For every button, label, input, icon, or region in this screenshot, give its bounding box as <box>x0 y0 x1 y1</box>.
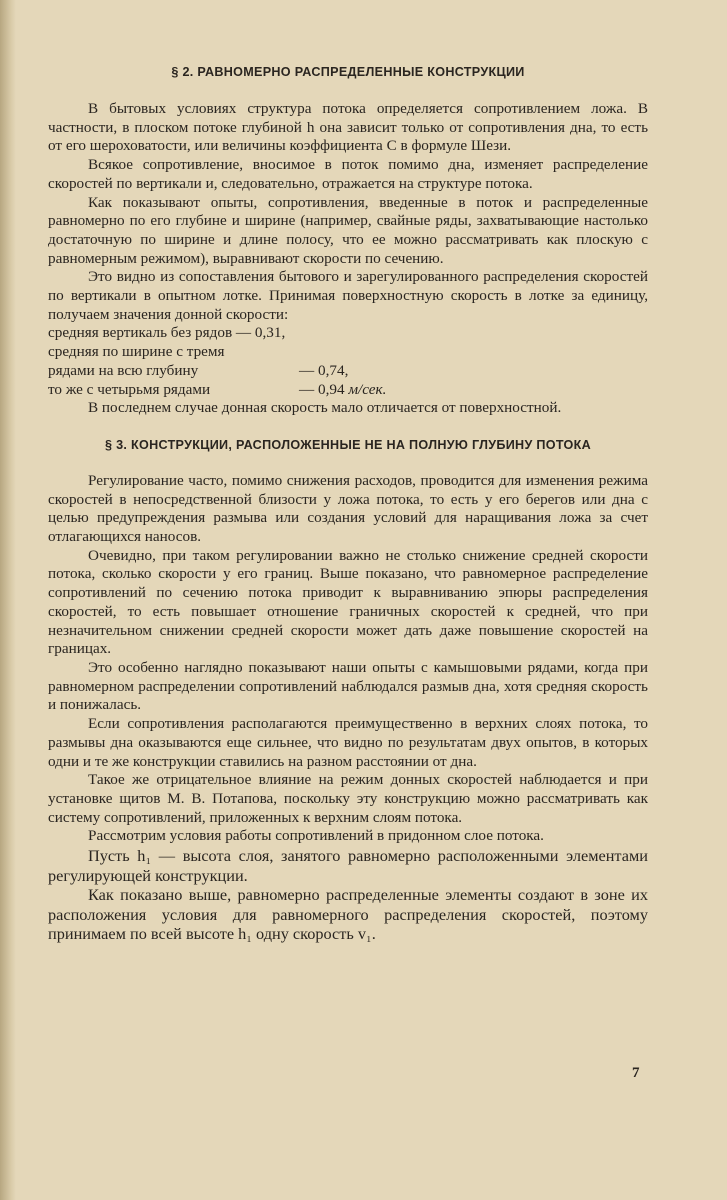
velocity-list <box>48 324 648 399</box>
paragraph: Как показано выше, равномерно распределенные элементы создают в зоне их расположения условия для равномерного распределения скоростей, поэтому принимаем по всей высоте h₁ одну скорость v₁. <box>48 885 648 944</box>
list-line: средняя вертикаль без рядов — 0,31, <box>48 324 286 342</box>
paragraph: Очевидно, при таком регулировании важно не столько снижение средней скорости потока, сколько скорости у его границ. Выше показано, что равномерное распределение сопротивлений по сечению потока приводит к выравниванию эпюры распределения скоростей, то есть повышает отношение граничных скоростей к средней, что при незначительном снижении средней скорости может дать даже повышение скоростей на границах. <box>48 546 648 658</box>
list-label: то же с четырьмя рядами <box>48 380 211 398</box>
list-value: — 0,74, <box>299 361 349 379</box>
section-3-heading: § 3. КОНСТРУКЦИИ, РАСПОЛОЖЕННЫЕ НЕ НА ПОЛНУЮ ГЛУБИНУ ПОТОКА <box>105 437 591 452</box>
paragraph: Пусть h₁ — высота слоя, занятого равномерно расположенными элементами регулирующей конструкции. <box>48 846 648 885</box>
paragraph: Если сопротивления располагаются преимущественно в верхних слоях потока, то размывы дна оказываются еще сильнее, что видно по результатам двух опытов, в которых одни и те же конструкции ставились на разном расстоянии от дна. <box>48 715 648 770</box>
list-row <box>48 381 648 400</box>
page-number: 7 <box>632 1065 640 1081</box>
paragraph: В последнем случае донная скорость мало отличается от поверхностной. <box>88 399 562 417</box>
paragraph: Такое же отрицательное влияние на режим донных скоростей наблюдается и при установке щитов М. В. Потапова, поскольку эту конструкцию можно рассматривать как систему сопротивлений, приложенных к верхним слоям потока. <box>48 771 648 826</box>
page-text <box>48 62 648 944</box>
list-line: средняя по ширине с тремя <box>48 343 225 361</box>
paragraph: Регулирование часто, помимо снижения расходов, проводится для изменения режима скоростей в непосредственной близости у ложа потока, то есть у его берегов или дна с целью предупреждения размыва или создания условий для наращивания ложа за счет отлагающихся наносов. <box>48 471 648 546</box>
unit-label: м/сек. <box>348 380 387 398</box>
list-label: рядами на всю глубину <box>48 361 199 379</box>
paragraph: Как показывают опыты, сопротивления, введенные в поток и распределенные равномерно по его глубине и ширине (например, свайные ряды, захватывающие настолько достаточную по ширине и длине полосу, что ее можно рассматривать как плоскую с равномерным режимом), выравнивают скорости по сечению. <box>48 193 648 267</box>
list-value: — 0,94 <box>299 380 345 398</box>
book-spine-shadow <box>0 0 16 1200</box>
paragraph: Всякое сопротивление, вносимое в поток помимо дна, изменяет распределение скоростей по вертикали и, следовательно, отражается на структуре потока. <box>48 156 648 192</box>
paragraph: Рассмотрим условия работы сопротивлений в придонном слое потока. <box>88 827 544 845</box>
list-row <box>48 362 648 381</box>
paragraph: Это особенно наглядно показывают наши опыты с камышовыми рядами, когда при равномерном распределении сопротивлений наблюдался размыв дна, хотя средняя скорость и понижалась. <box>48 658 648 714</box>
paragraph: Это видно из сопоставления бытового и зарегулированного распределения скоростей по вертикали в опытном лотке. Принимая поверхностную скорость в лотке за единицу, получаем значения донной скорости: <box>48 268 648 323</box>
section-2-heading: § 2. РАВНОМЕРНО РАСПРЕДЕЛЕННЫЕ КОНСТРУКЦИИ <box>171 65 525 79</box>
paragraph: В бытовых условиях структура потока определяется сопротивлением ложа. В частности, в плоском потоке глубиной h она зависит только от сопротивления дна, то есть от его шероховатости, или величины коэффициента C в формуле Шези. <box>48 100 648 155</box>
